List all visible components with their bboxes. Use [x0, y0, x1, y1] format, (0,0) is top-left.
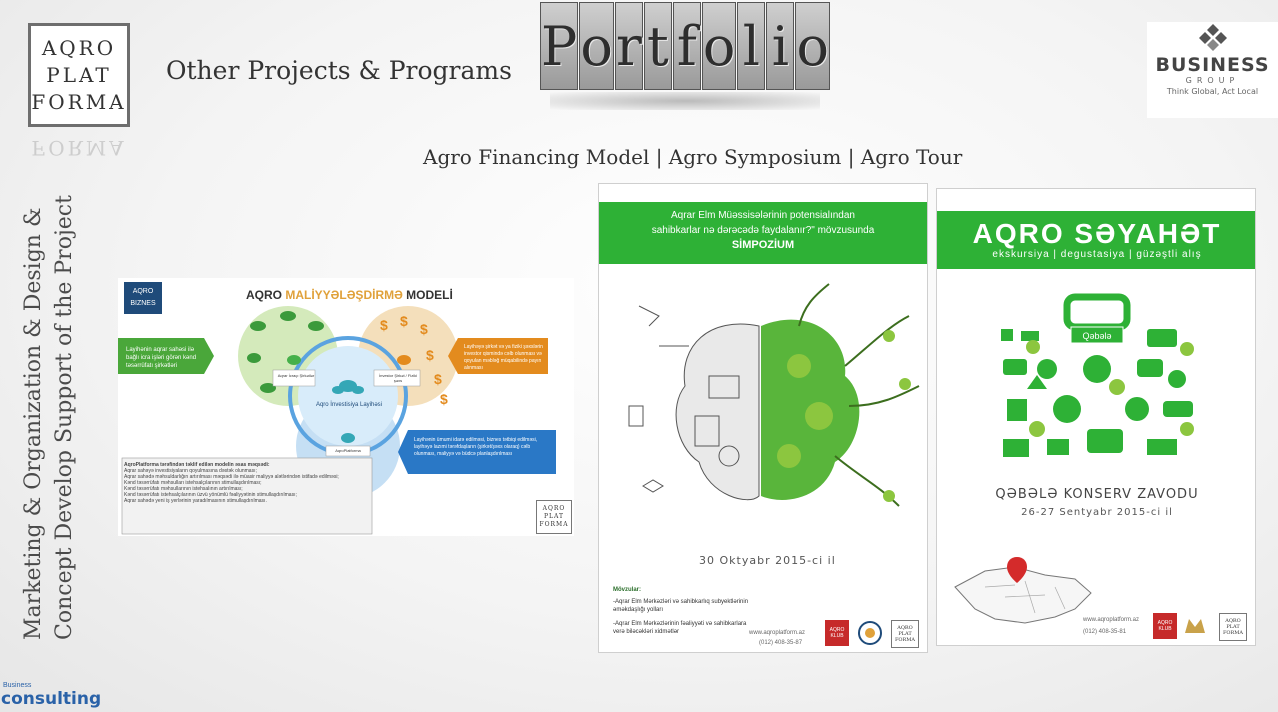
azerbaijan-map	[945, 557, 1095, 637]
topics-title: Mövzular:	[613, 587, 642, 593]
symposium-line-1: Aqrar Elm Müəssisələrinin potensialından	[671, 210, 855, 221]
label-platform: AqroPlatforma	[335, 448, 361, 453]
logo-line-3: FORMA	[894, 637, 916, 643]
agro-financing-model-image	[118, 278, 574, 536]
agro-symposium-poster	[598, 183, 928, 653]
vertical-caption	[18, 180, 80, 640]
model-center-label: Aqro İnvestisiya Layihəsi	[315, 402, 383, 408]
svg-text:$: $	[426, 347, 434, 363]
svg-text:$: $	[440, 391, 448, 407]
logo-line-2: PLAT	[46, 62, 112, 87]
tour-web: www.aqroplatform.az	[1083, 617, 1140, 623]
logo-line-3: FORMA	[539, 521, 569, 528]
model-title-end: MODELİ	[402, 288, 453, 302]
portfolio-letter: f	[673, 2, 701, 90]
model-note: Kənd təsərrüfatı istehsalçılarının üzvü yönümlü fəaliyyətinin stimullaşdırılması;	[124, 492, 297, 498]
model-note: Kənd təsərrüfatı məhsullarının istehsalının artırılması;	[124, 486, 243, 492]
logo-line-1: AQRO	[41, 35, 117, 60]
aqro-klub-logo: AQRO KLUB	[825, 620, 849, 646]
svg-text:$: $	[434, 371, 442, 387]
model-note: Aqrar sahədə məhsuldarlığın artırılması məqsədi ilə müasir maliyyə alətlərindən istifadə edilməsi;	[124, 474, 339, 480]
aqro-klub-logo: AQRO KLUB	[1153, 613, 1177, 639]
portfolio-letter: P	[540, 2, 578, 90]
tour-aqro-logo	[1219, 613, 1247, 641]
logo-line-2: PLAT	[898, 631, 912, 637]
symposium-web: www.aqroplatform.az	[749, 630, 806, 636]
business-group-tagline: Think Global, Act Local	[1166, 87, 1259, 96]
topic-item: -Aqrar Elm Mərkəzlərinin fəaliyyəti və sahibkarlara verə biləcəkləri xidmətlər	[613, 621, 747, 635]
business-group-logo	[1147, 22, 1278, 118]
logo-reflection-text: FORMA	[31, 136, 127, 160]
consulting-small-text: Business	[3, 682, 32, 689]
logo-line-3: FORMA	[31, 89, 127, 114]
model-bottom-box: Layihənin ümumi idarə edilməsi, biznes tətbiqi edilməsi, layihəyə lazımi tərəfdaşların (şirkət/şəxs olaraq) cəlb olunması, maliyyə və büdcə planlaşdırılması	[414, 437, 538, 457]
vertical-caption-line-1: Marketing & Organization & Design &	[21, 207, 46, 640]
tour-date: 26-27 Sentyabr 2015-ci il	[1021, 507, 1173, 518]
model-title-start: AQRO	[246, 288, 286, 302]
logo-line-1: AQRO	[1225, 618, 1241, 624]
page-title: Other Projects & Programs	[166, 56, 512, 85]
model-note: Aqrar sahəyə investisiyaların qoyulmasına dəstək olunması;	[124, 468, 257, 474]
tour-tagline: ekskursiya | degustasiya | güzəştli alış	[992, 249, 1202, 260]
model-notes	[124, 462, 374, 504]
consulting-big-text: consulting	[1, 689, 102, 709]
model-title-accent: MALİYYƏLƏŞDİRMƏ	[285, 288, 403, 302]
portfolio-letter: l	[737, 2, 765, 90]
brain-illustration	[599, 266, 928, 556]
tour-title: AQRO SƏYAHƏT	[972, 218, 1222, 249]
symposium-line-2: sahibkarlar nə dərəcədə faydalanır?" mövzusunda	[651, 225, 875, 236]
tour-place: QƏBƏLƏ KONSERV ZAVODU	[995, 487, 1199, 502]
aqro-platforma-logo	[28, 23, 130, 127]
svg-text:$: $	[420, 321, 428, 337]
logo-line-1: AQRO	[542, 505, 566, 512]
business-group-name: BUSINESS	[1155, 54, 1270, 76]
tour-bag-label: Qəbələ	[1082, 331, 1112, 341]
model-aqro-logo	[536, 500, 572, 534]
portfolio-letter: r	[615, 2, 643, 90]
symposium-line-3: SİMPOZİUM	[731, 239, 795, 251]
emblem-icon	[857, 620, 883, 646]
model-left-box: Layihənin aqrar sahəsi ilə bağlı icra işləri görən kənd təsərrüfatı şirkətləri	[126, 347, 197, 369]
travel-bag-illustration	[937, 289, 1256, 489]
business-consulting-logo	[0, 680, 100, 712]
symposium-aqro-logo	[891, 620, 919, 648]
portfolio-letter: o	[795, 2, 830, 90]
label-invest: İnvestor Şirkət / Fiziki şəxs	[378, 373, 417, 383]
portfolio-shadow	[550, 92, 820, 110]
logo-line-1: AQRO	[897, 625, 913, 631]
svg-text:$: $	[380, 317, 388, 333]
projects-subtitle: Agro Financing Model | Agro Symposium | Agro Tour	[423, 145, 963, 169]
tour-phone: (012) 408-35-81	[1083, 629, 1127, 635]
tour-header	[937, 211, 1256, 269]
logo-line-2: PLAT	[543, 513, 565, 520]
symposium-phone: (012) 408-35-87	[759, 640, 803, 646]
model-note: Aqrar sahədə yeni iş yerlərinin yaradılmasının stimullaşdırılması.	[124, 498, 267, 504]
portfolio-letter: o	[579, 2, 614, 90]
vertical-caption-line-2: Concept Develop Support of the Project	[52, 195, 77, 640]
portfolio-letter: i	[766, 2, 794, 90]
logo-line-3: FORMA	[1222, 630, 1244, 636]
topic-item: -Aqrar Elm Mərkəzləri və sahibkarlıq subyektlərinin əməkdaşlığı yolları	[613, 599, 749, 613]
model-note: AqroPlatforma tərəfindən təklif edilən modelin əsas məqsədi:	[124, 462, 270, 468]
label-farm: Aqrar İcraçı Şirkətlər	[277, 373, 315, 378]
agro-tour-poster	[936, 188, 1256, 646]
symposium-date: 30 Oktyabr 2015-ci il	[699, 554, 836, 567]
symposium-header	[598, 202, 928, 264]
logo-line-2: PLAT	[1226, 624, 1240, 630]
aqro-biznes-badge: AQRO BIZNES	[124, 282, 162, 314]
model-note: Kənd təsərrüfatı məhsulları istehsalçılarının stimullaşdırılması;	[124, 480, 262, 486]
logo-reflection	[28, 128, 130, 160]
hotel-crown-icon	[1181, 613, 1209, 641]
model-right-box: Layihəyə şirkət və ya fiziki şəxslərin investor qismində cəlb olunması və qoyulan məbləğ müqabilində payın alınması	[464, 344, 543, 371]
portfolio-letter: o	[702, 2, 737, 90]
business-group-word: GROUP	[1185, 76, 1240, 85]
portfolio-letter: t	[644, 2, 672, 90]
symposium-topics	[613, 586, 753, 636]
svg-text:$: $	[400, 313, 408, 329]
business-group-emblem-icon	[1193, 22, 1233, 52]
